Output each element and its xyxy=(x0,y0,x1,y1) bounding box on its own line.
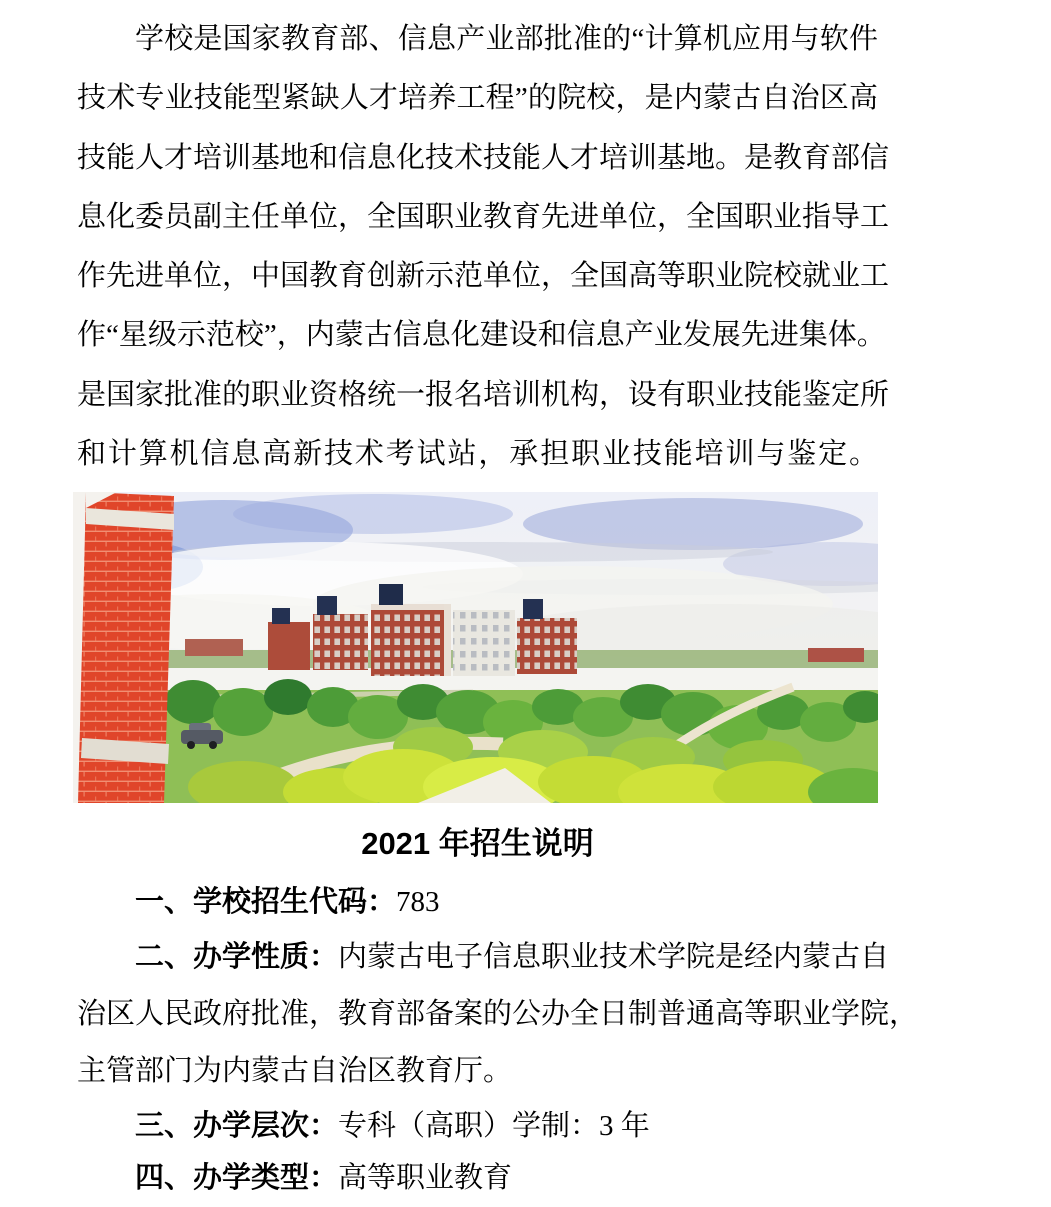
item-education-type-label: 四、办学类型： xyxy=(135,1162,339,1194)
item-school-nature-line2: 治区人民政府批准，教育部备案的公办全日制普通高等职业学院， xyxy=(77,998,919,1030)
paragraph-line: 作“星级示范校”，内蒙古信息化建设和信息产业发展先进集体。 xyxy=(77,319,886,352)
item-education-level-value: 专科（高职）学制：3 年 xyxy=(338,1110,650,1142)
item-school-nature-line3: 主管部门为内蒙古自治区教育厅。 xyxy=(77,1055,513,1087)
item-education-type-value: 高等职业教育 xyxy=(338,1162,513,1194)
paragraph-line: 是国家批准的职业资格统一报名培训机构，设有职业技能鉴定所 xyxy=(77,378,890,411)
item-admission-code-value: 783 xyxy=(396,886,440,918)
item-education-level xyxy=(77,1098,878,1155)
intro-paragraph xyxy=(77,10,890,484)
paragraph-line: 技能人才培训基地和信息化技术技能人才培训基地。是教育部信 xyxy=(77,141,890,174)
item-education-type xyxy=(77,1150,878,1207)
campus-photo-illustration xyxy=(73,492,878,803)
item-school-nature xyxy=(77,929,919,1100)
item-admission-code xyxy=(77,874,878,931)
paragraph-line: 作先进单位，中国教育创新示范单位，全国高等职业院校就业工 xyxy=(77,260,890,293)
item-school-nature-label: 二、办学性质： xyxy=(135,941,339,973)
paragraph-line: 技术专业技能型紧缺人才培养工程”的院校，是内蒙古自治区高 xyxy=(77,82,878,115)
paragraph-line: 学校是国家教育部、信息产业部批准的“计算机应用与软件 xyxy=(135,23,878,55)
section-heading: 2021 年招生说明 xyxy=(361,826,594,861)
item-admission-code-label: 一、学校招生代码： xyxy=(135,886,397,918)
campus-photo xyxy=(73,492,878,803)
item-school-nature-text: 内蒙古电子信息职业技术学院是经内蒙古自 xyxy=(338,941,890,973)
paragraph-line: 和计算机信息高新技术考试站，承担职业技能培训与鉴定。 xyxy=(77,438,878,471)
paragraph-line: 息化委员副主任单位，全国职业教育先进单位，全国职业指导工 xyxy=(77,200,890,233)
item-education-level-label: 三、办学层次： xyxy=(135,1110,339,1142)
